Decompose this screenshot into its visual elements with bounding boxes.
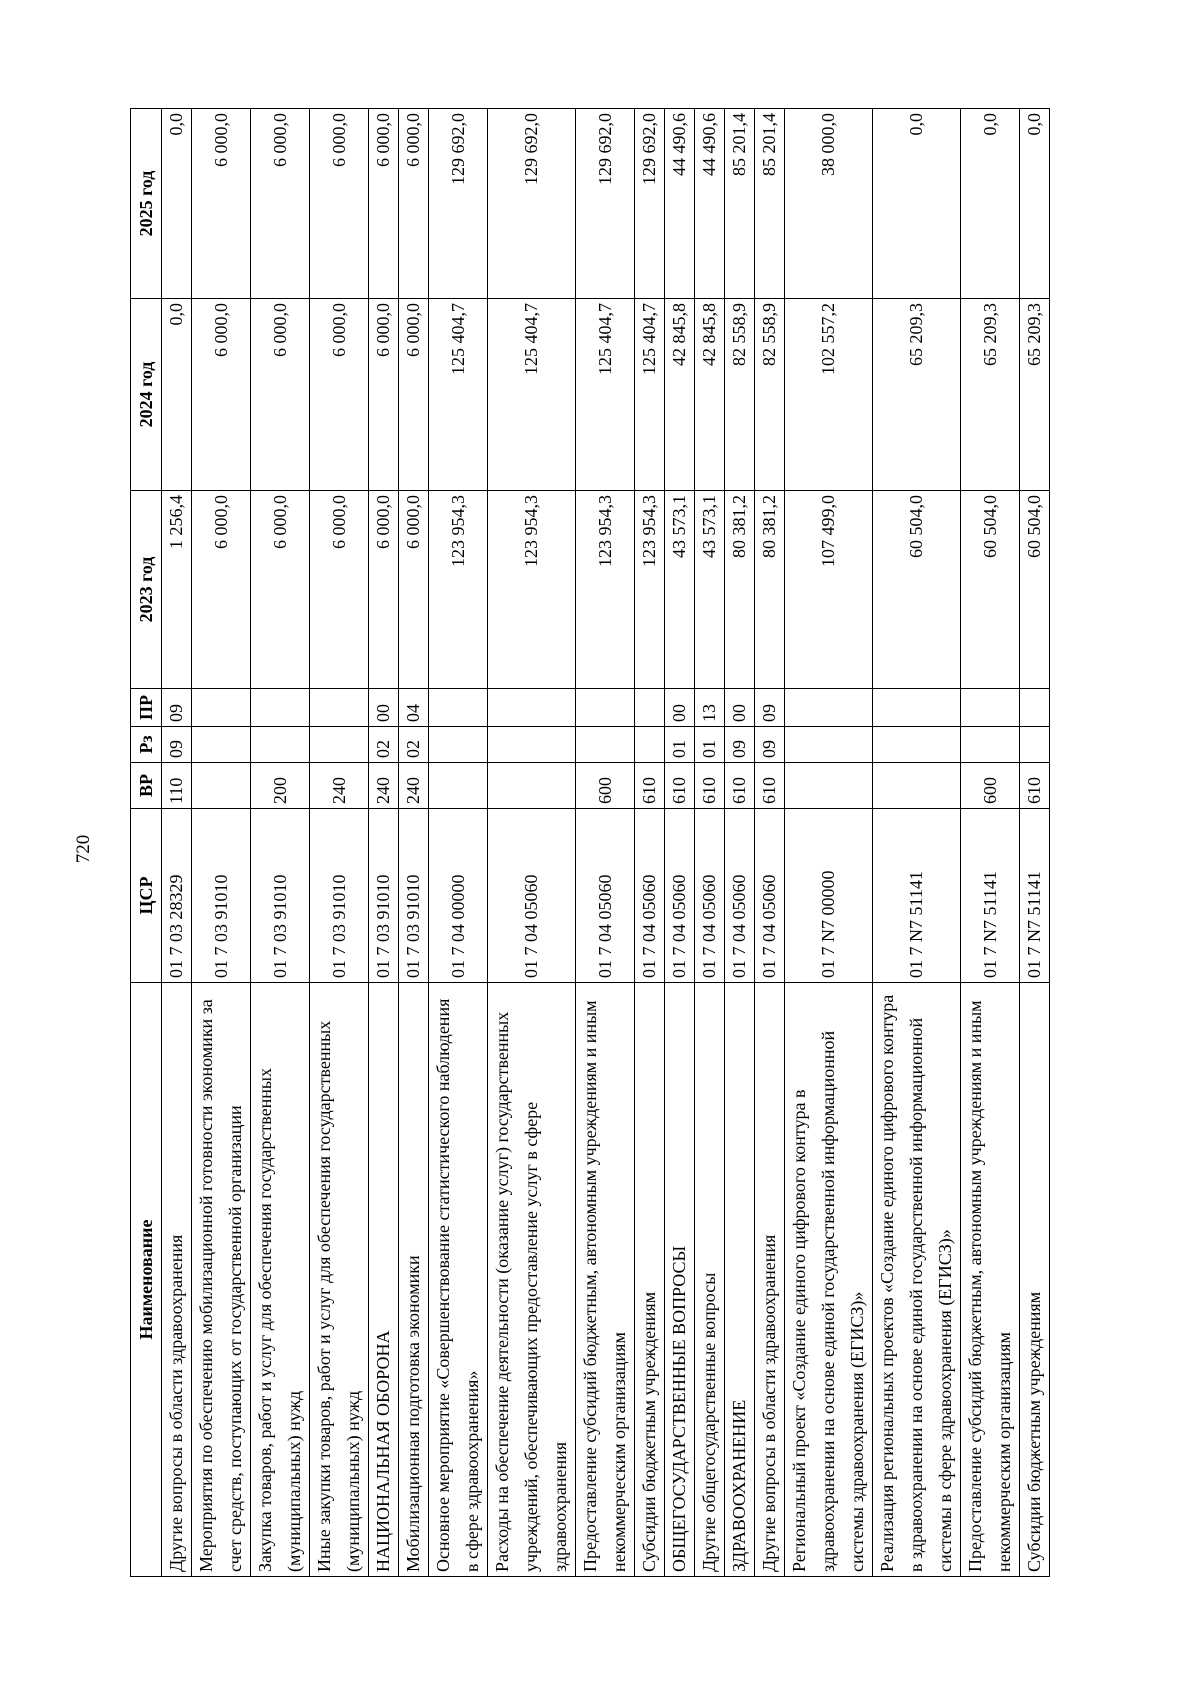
cell-rz bbox=[192, 727, 251, 763]
header-csr: ЦСР bbox=[131, 809, 162, 983]
cell-vr: 200 bbox=[251, 763, 310, 809]
header-2023: 2023 год bbox=[131, 491, 162, 689]
cell-2023: 123 954,3 bbox=[576, 491, 635, 689]
cell-2023: 107 499,0 bbox=[785, 491, 873, 689]
cell-csr: 01 7 03 91010 bbox=[399, 809, 429, 983]
cell-pr bbox=[961, 689, 1020, 727]
cell-pr: 00 bbox=[665, 689, 695, 727]
cell-pr: 04 bbox=[399, 689, 429, 727]
cell-2024: 125 404,7 bbox=[635, 299, 665, 491]
cell-name: Основное мероприятие «Совершенствование статистического наблюдения в сфере здравоохранения» bbox=[429, 983, 488, 1577]
cell-csr: 01 7 04 05060 bbox=[695, 809, 725, 983]
page-number: 720 bbox=[73, 834, 94, 864]
cell-rz: 01 bbox=[665, 727, 695, 763]
table-row bbox=[488, 109, 576, 1577]
cell-rz: 01 bbox=[695, 727, 725, 763]
cell-2025: 6 000,0 bbox=[369, 109, 399, 299]
table-row bbox=[251, 109, 310, 1577]
cell-2025: 85 201,4 bbox=[725, 109, 755, 299]
cell-pr: 13 bbox=[695, 689, 725, 727]
table-row bbox=[755, 109, 785, 1577]
cell-pr bbox=[1020, 689, 1050, 727]
cell-2024: 6 000,0 bbox=[192, 299, 251, 491]
table-row bbox=[725, 109, 755, 1577]
cell-name: Другие вопросы в области здравоохранения bbox=[755, 983, 785, 1577]
cell-name: Другие общегосударственные вопросы bbox=[695, 983, 725, 1577]
cell-2023: 60 504,0 bbox=[873, 491, 961, 689]
cell-csr: 01 7 04 05060 bbox=[665, 809, 695, 983]
cell-csr: 01 7 03 91010 bbox=[310, 809, 369, 983]
cell-2024: 6 000,0 bbox=[369, 299, 399, 491]
cell-name: Закупка товаров, работ и услуг для обеспечения государственных (муниципальных) нужд bbox=[251, 983, 310, 1577]
cell-csr: 01 7 N7 51141 bbox=[961, 809, 1020, 983]
header-2025: 2025 год bbox=[131, 109, 162, 299]
cell-2024: 65 209,3 bbox=[961, 299, 1020, 491]
cell-2023: 80 381,2 bbox=[755, 491, 785, 689]
cell-rz: 02 bbox=[399, 727, 429, 763]
cell-2025: 0,0 bbox=[162, 109, 192, 299]
cell-2025: 44 490,6 bbox=[695, 109, 725, 299]
budget-table-container bbox=[130, 109, 1050, 1577]
cell-rz bbox=[488, 727, 576, 763]
table-row bbox=[961, 109, 1020, 1577]
cell-csr: 01 7 04 00000 bbox=[429, 809, 488, 983]
cell-2023: 123 954,3 bbox=[635, 491, 665, 689]
cell-pr bbox=[251, 689, 310, 727]
cell-2023: 123 954,3 bbox=[488, 491, 576, 689]
cell-name: Реализация региональных проектов «Создание единого цифрового контура в здравоохранении на основе единой государственной информационной системы в сфере здравоохранения (ЕГИСЗ)» bbox=[873, 983, 961, 1577]
cell-2023: 6 000,0 bbox=[251, 491, 310, 689]
cell-rz: 09 bbox=[755, 727, 785, 763]
table-row bbox=[192, 109, 251, 1577]
cell-pr: 09 bbox=[755, 689, 785, 727]
cell-2025: 0,0 bbox=[1020, 109, 1050, 299]
cell-2023: 123 954,3 bbox=[429, 491, 488, 689]
cell-2023: 6 000,0 bbox=[369, 491, 399, 689]
cell-vr: 600 bbox=[961, 763, 1020, 809]
cell-2024: 102 557,2 bbox=[785, 299, 873, 491]
cell-vr bbox=[488, 763, 576, 809]
cell-rz bbox=[635, 727, 665, 763]
cell-name: Мобилизационная подготовка экономики bbox=[399, 983, 429, 1577]
cell-name: НАЦИОНАЛЬНАЯ ОБОРОНА bbox=[369, 983, 399, 1577]
cell-name: Региональный проект «Создание единого цифрового контура в здравоохранении на основе единой государственной информационной системы здравоохранения (ЕГИСЗ)» bbox=[785, 983, 873, 1577]
cell-pr bbox=[873, 689, 961, 727]
cell-name: ЗДРАВООХРАНЕНИЕ bbox=[725, 983, 755, 1577]
cell-2025: 6 000,0 bbox=[192, 109, 251, 299]
cell-rz: 09 bbox=[725, 727, 755, 763]
cell-2025: 129 692,0 bbox=[635, 109, 665, 299]
cell-csr: 01 7 04 05060 bbox=[488, 809, 576, 983]
cell-vr: 600 bbox=[576, 763, 635, 809]
header-pr: ПР bbox=[131, 689, 162, 727]
cell-2024: 6 000,0 bbox=[251, 299, 310, 491]
cell-pr bbox=[310, 689, 369, 727]
cell-vr: 110 bbox=[162, 763, 192, 809]
table-row bbox=[785, 109, 873, 1577]
cell-rz bbox=[251, 727, 310, 763]
cell-2023: 6 000,0 bbox=[399, 491, 429, 689]
cell-2025: 0,0 bbox=[961, 109, 1020, 299]
cell-name: Расходы на обеспечение деятельности (оказание услуг) государственных учреждений, обеспечивающих предоставление услуг в сфере здравоохранения bbox=[488, 983, 576, 1577]
cell-2025: 6 000,0 bbox=[399, 109, 429, 299]
cell-rz bbox=[310, 727, 369, 763]
table-row bbox=[635, 109, 665, 1577]
cell-rz: 02 bbox=[369, 727, 399, 763]
cell-2025: 6 000,0 bbox=[310, 109, 369, 299]
table-row bbox=[369, 109, 399, 1577]
cell-vr bbox=[785, 763, 873, 809]
cell-2025: 129 692,0 bbox=[488, 109, 576, 299]
cell-2024: 82 558,9 bbox=[725, 299, 755, 491]
cell-pr bbox=[488, 689, 576, 727]
cell-2024: 42 845,8 bbox=[665, 299, 695, 491]
cell-name: Субсидии бюджетным учреждениям bbox=[1020, 983, 1050, 1577]
table-row bbox=[1020, 109, 1050, 1577]
cell-pr bbox=[785, 689, 873, 727]
cell-rz bbox=[576, 727, 635, 763]
cell-csr: 01 7 N7 00000 bbox=[785, 809, 873, 983]
cell-2023: 1 256,4 bbox=[162, 491, 192, 689]
cell-vr bbox=[873, 763, 961, 809]
cell-pr: 09 bbox=[162, 689, 192, 727]
cell-2023: 6 000,0 bbox=[192, 491, 251, 689]
cell-2025: 85 201,4 bbox=[755, 109, 785, 299]
cell-2024: 125 404,7 bbox=[488, 299, 576, 491]
cell-vr bbox=[192, 763, 251, 809]
cell-2024: 0,0 bbox=[162, 299, 192, 491]
cell-name: Предоставление субсидий бюджетным, автономным учреждениям и иным некоммерческим организациям bbox=[961, 983, 1020, 1577]
table-row bbox=[576, 109, 635, 1577]
cell-rz bbox=[1020, 727, 1050, 763]
cell-vr: 240 bbox=[369, 763, 399, 809]
table-body bbox=[162, 109, 1050, 1577]
cell-name: Другие вопросы в области здравоохранения bbox=[162, 983, 192, 1577]
cell-name: Предоставление субсидий бюджетным, автономным учреждениям и иным некоммерческим организациям bbox=[576, 983, 635, 1577]
cell-2024: 42 845,8 bbox=[695, 299, 725, 491]
cell-2024: 125 404,7 bbox=[429, 299, 488, 491]
cell-2023: 6 000,0 bbox=[310, 491, 369, 689]
cell-2024: 65 209,3 bbox=[1020, 299, 1050, 491]
cell-2023: 43 573,1 bbox=[665, 491, 695, 689]
cell-name: Субсидии бюджетным учреждениям bbox=[635, 983, 665, 1577]
cell-csr: 01 7 04 05060 bbox=[635, 809, 665, 983]
header-rz: Рз bbox=[131, 727, 162, 763]
cell-rz: 09 bbox=[162, 727, 192, 763]
cell-csr: 01 7 03 91010 bbox=[192, 809, 251, 983]
cell-vr: 610 bbox=[1020, 763, 1050, 809]
cell-vr: 610 bbox=[695, 763, 725, 809]
cell-csr: 01 7 N7 51141 bbox=[1020, 809, 1050, 983]
cell-2024: 82 558,9 bbox=[755, 299, 785, 491]
cell-2023: 80 381,2 bbox=[725, 491, 755, 689]
cell-2024: 125 404,7 bbox=[576, 299, 635, 491]
cell-name: Мероприятия по обеспечению мобилизационной готовности экономики за счет средств, поступающих от государственной организации bbox=[192, 983, 251, 1577]
table-row bbox=[399, 109, 429, 1577]
budget-table bbox=[130, 108, 1050, 1577]
cell-vr: 610 bbox=[635, 763, 665, 809]
cell-2024: 65 209,3 bbox=[873, 299, 961, 491]
cell-2025: 6 000,0 bbox=[251, 109, 310, 299]
cell-vr: 610 bbox=[665, 763, 695, 809]
cell-pr: 00 bbox=[369, 689, 399, 727]
cell-pr bbox=[192, 689, 251, 727]
cell-csr: 01 7 04 05060 bbox=[755, 809, 785, 983]
header-vr: ВР bbox=[131, 763, 162, 809]
header-2024: 2024 год bbox=[131, 299, 162, 491]
table-row bbox=[162, 109, 192, 1577]
cell-2025: 38 000,0 bbox=[785, 109, 873, 299]
cell-pr bbox=[429, 689, 488, 727]
table-row bbox=[695, 109, 725, 1577]
cell-csr: 01 7 03 91010 bbox=[251, 809, 310, 983]
table-header-row bbox=[131, 109, 162, 1577]
cell-vr bbox=[429, 763, 488, 809]
table-row bbox=[429, 109, 488, 1577]
cell-name: Иные закупки товаров, работ и услуг для обеспечения государственных (муниципальных) нужд bbox=[310, 983, 369, 1577]
cell-rz bbox=[429, 727, 488, 763]
cell-2025: 44 490,6 bbox=[665, 109, 695, 299]
cell-vr: 240 bbox=[310, 763, 369, 809]
table-row bbox=[665, 109, 695, 1577]
cell-vr: 240 bbox=[399, 763, 429, 809]
cell-2023: 60 504,0 bbox=[961, 491, 1020, 689]
cell-2023: 60 504,0 bbox=[1020, 491, 1050, 689]
cell-csr: 01 7 03 28329 bbox=[162, 809, 192, 983]
cell-2023: 43 573,1 bbox=[695, 491, 725, 689]
cell-name: ОБЩЕГОСУДАРСТВЕННЫЕ ВОПРОСЫ bbox=[665, 983, 695, 1577]
cell-csr: 01 7 04 05060 bbox=[576, 809, 635, 983]
cell-2024: 6 000,0 bbox=[399, 299, 429, 491]
cell-rz bbox=[961, 727, 1020, 763]
cell-2025: 129 692,0 bbox=[576, 109, 635, 299]
cell-csr: 01 7 04 05060 bbox=[725, 809, 755, 983]
cell-csr: 01 7 03 91010 bbox=[369, 809, 399, 983]
cell-rz bbox=[873, 727, 961, 763]
cell-csr: 01 7 N7 51141 bbox=[873, 809, 961, 983]
cell-pr bbox=[576, 689, 635, 727]
table-row bbox=[873, 109, 961, 1577]
cell-vr: 610 bbox=[755, 763, 785, 809]
cell-2024: 6 000,0 bbox=[310, 299, 369, 491]
cell-pr: 00 bbox=[725, 689, 755, 727]
header-name: Наименование bbox=[131, 983, 162, 1577]
cell-2025: 0,0 bbox=[873, 109, 961, 299]
cell-pr bbox=[635, 689, 665, 727]
cell-2025: 129 692,0 bbox=[429, 109, 488, 299]
cell-vr: 610 bbox=[725, 763, 755, 809]
table-row bbox=[310, 109, 369, 1577]
cell-rz bbox=[785, 727, 873, 763]
